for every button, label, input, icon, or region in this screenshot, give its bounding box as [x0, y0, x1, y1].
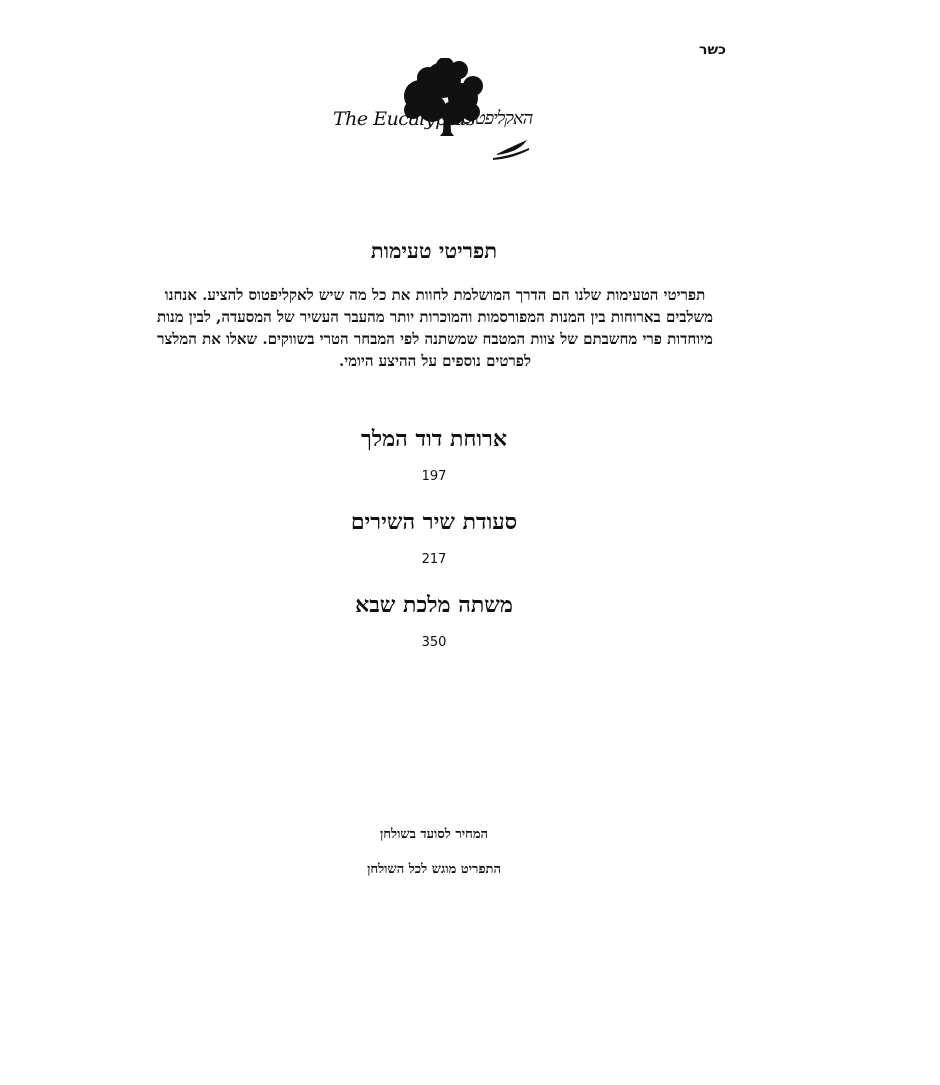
menu-item: [0, 503, 868, 586]
tasting-menu-list: [0, 420, 868, 669]
tasting-menus-intro: תפריטי הטעימות שלנו הם הדרך המושלמת לחוות את כל מה שיש לאקליפטוס להציע. אנחנו משלבים בארוחות בין המנות המפורסמות והמוכרות יותר מהעבר העשיר של המסעדה, לבין מנות מיוחדות פרי מחשבתם של צוות המטבח שמשתנה לפי המבחר הטרי בשווקים. שאלו את המלצר לפרטים נוספים על ההיצע היומי.: [156, 286, 714, 370]
served-to-whole-table-note: התפריט מוגש לכל השולחן: [367, 862, 501, 877]
menu-item: [0, 420, 868, 503]
menu-item-name: סעודת שיר השירים: [350, 509, 518, 535]
menu-item: [0, 586, 868, 669]
menu-item-price: 350: [421, 635, 447, 650]
tasting-menus-title: תפריטי טעימות: [370, 238, 498, 263]
price-per-diner-note: המחיר לסועד בשולחן: [379, 827, 489, 842]
logo-name-latin: The Eucalyptus: [333, 108, 475, 130]
menu-item-name: משתה מלכת שבא: [355, 592, 513, 618]
menu-item-name: ארוחת דוד המלך: [361, 426, 507, 452]
logo-name-hebrew: האקליפטוס: [462, 108, 533, 129]
menu-item-price: 197: [421, 469, 447, 484]
menu-item-price: 217: [421, 552, 447, 567]
kosher-label: כשר: [699, 42, 726, 58]
